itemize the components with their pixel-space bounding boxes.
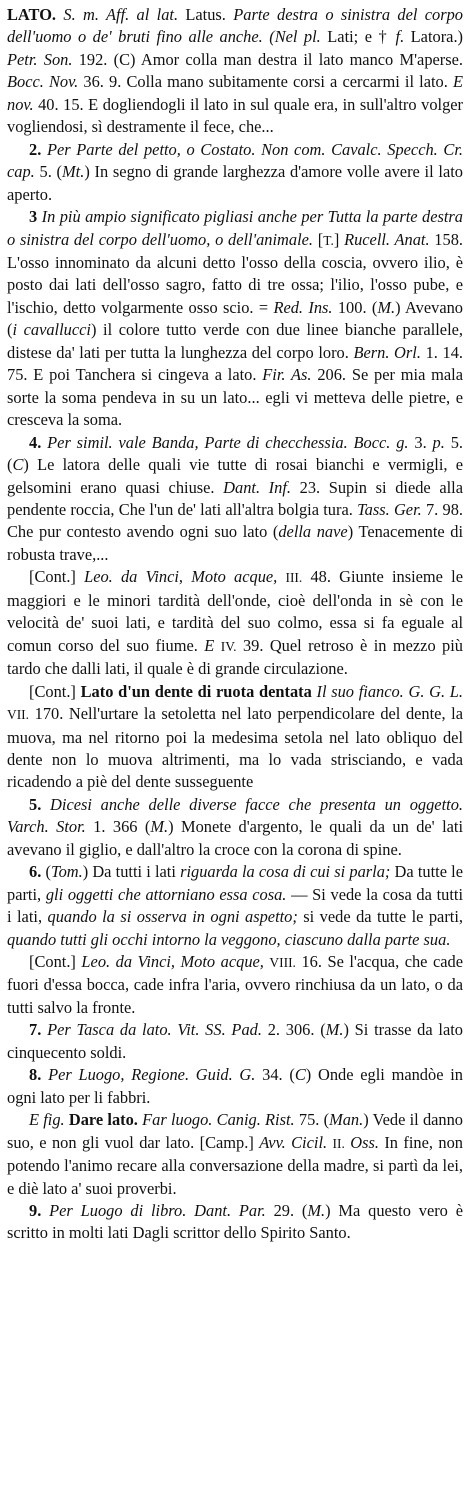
italic-text: Leo. da Vinci, Moto acque, (81, 952, 264, 972)
text-run: ) Tenacemente di robusta trave,... (7, 522, 464, 564)
bold-text: 9. (29, 1201, 42, 1221)
text-run: ) Le latora delle quali vie tutte di rosai bianchi e vermigli, e gelsomini erano quasi chiuse. (7, 455, 463, 497)
text-run: 7. 98. Che pur contesto avendo ogni suo lato ( (7, 499, 463, 542)
text-run: ) Vede il danno suo, e non gli vuol dar lato. [Camp.] (7, 1110, 464, 1152)
italic-text: Avv. Cicil. (259, 1132, 328, 1152)
entry-paragraph-s8 (7, 1064, 463, 1109)
text-run: 5. ( (7, 432, 463, 475)
italic-text: Bocc. Nov. (7, 72, 79, 92)
italic-text: Far luogo. Canig. Rist. (142, 1110, 295, 1130)
entry-paragraph-s7 (7, 1019, 463, 1064)
entry-paragraph-s2 (7, 139, 463, 206)
entry-paragraph-s5 (7, 794, 463, 861)
text-run: Da tutte le parti, (7, 862, 463, 904)
text-run: 48. Giunte insieme le maggiori e le minori tardità dell'onde, cioè dell'onda in sè con le velocità de' suoi lati, e tardità del suo colmo, essa si fa eguale al comun corso del suo fiume. (7, 567, 463, 655)
bold-text: 7. (29, 1020, 42, 1040)
text-run: 75. ( (294, 1110, 330, 1130)
text-run: — Si vede la cosa da tutti i lati, (7, 884, 463, 927)
italic-text: della nave (278, 522, 348, 542)
italic-text: Bern. Orl. (353, 342, 421, 362)
text-run: 206. Se per mia mala sorte la soma pendeva in su un lato... egli vi metteva delle pietre, e cresceva la soma. (7, 365, 464, 430)
text-run: 1. 14. 75. E poi Tanchera si cingeva a lato. (7, 342, 463, 385)
italic-text: Dicesi anche delle diverse facce che presenta un oggetto. Varch. Stor. (7, 794, 463, 837)
small-caps-text: III. (285, 570, 303, 586)
text-run: ) Onde egli mandòe in ogni lato per li fabbri. (7, 1065, 463, 1107)
italic-text: Il suo fianco. G. G. L. (316, 681, 463, 701)
text-run: [Cont.] (29, 681, 81, 701)
text-run: 36. 9. Colla mano subitamente corsi a cercarmi il lato. (78, 72, 453, 92)
italic-text: Per Luogo di libro. Dant. Par. (49, 1201, 266, 1221)
italic-text: i cavallucci (12, 320, 91, 340)
italic-text: f. (395, 27, 405, 47)
entry-paragraph-c3 (7, 951, 463, 1019)
italic-text: Tass. Ger. (357, 499, 422, 519)
text-run: ) Monete d'argento, le quali da un de' lati avevano il giglio, e dall'altro la croce con la corona di spine. (7, 817, 463, 859)
italic-text: E (204, 635, 215, 655)
text-run: 29. ( (265, 1201, 308, 1221)
italic-text: In più ampio significato pigliasi anche per Tutta la parte destra o sinistra del corpo dell'uomo, o dell'animale. (7, 207, 463, 249)
italic-text: p. (432, 432, 445, 452)
italic-text: E fig. (29, 1110, 65, 1130)
italic-text: Parte destra o sinistra del corpo dell'uomo o de' bruti fino alle anche. (Nel pl. (7, 5, 463, 47)
bold-text: 8. (29, 1065, 42, 1085)
text-run: ( (41, 862, 51, 882)
text-run: 192. (C) Amor colla man destra il lato manco M'aperse. (72, 49, 463, 69)
small-caps-text: VII. (7, 707, 30, 723)
italic-text: Petr. Son. (7, 49, 73, 69)
small-caps-text: T. (323, 232, 334, 248)
text-run: 100. ( (332, 297, 378, 317)
text-run: 40. 15. E dogliendogli il lato in sul quale era, in sull'altro volger vogliendosi, sì destramente il fece, che... (7, 94, 463, 137)
bold-text: 4. (29, 432, 42, 452)
text-run: 1. 366 ( (85, 817, 151, 837)
italic-text: Man. (329, 1110, 364, 1130)
italic-text: quando la si osserva in ogni aspetto; (47, 907, 298, 927)
entry-paragraph-c2 (7, 681, 463, 794)
text-run (41, 1201, 49, 1220)
italic-text: E nov. (7, 72, 463, 114)
text-run: 170. Nell'urtare la setoletta nel lato perpendicolare del dente, la muova, ma nel ritorno poi la medesima setola nel lato obliquo del dente non lo muova altrimenti, ma lo vada strisciando, e vada ricadendo a piè del dente susseguente (7, 704, 463, 792)
italic-text: M. (150, 817, 169, 837)
italic-text: Per simil. vale Banda, Parte di checchessia. Bocc. g. (47, 432, 409, 452)
italic-text: Per Tasca da lato. Vit. SS. Pad. (47, 1020, 262, 1040)
entry-paragraph-c1 (7, 566, 463, 680)
bold-text: LATO. (7, 5, 57, 24)
small-caps-text: IV. (220, 638, 237, 654)
text-run: ) Avevano ( (7, 297, 463, 340)
text-run: 39. Quel retroso è in mezzo più tardo che dalli lati, il quale è di grande circulazione. (7, 635, 463, 679)
bold-text: 6. (29, 862, 42, 882)
bold-text: 3 (29, 207, 38, 227)
entry-paragraph-s6 (7, 861, 463, 951)
italic-text: Red. Ins. (273, 297, 333, 317)
text-run: 5. ( (34, 162, 63, 182)
dictionary-entry-lato (7, 4, 463, 1245)
italic-text: Rucell. Anat. (344, 229, 430, 249)
text-run: ) Si trasse da lato cinquecento soldi. (7, 1020, 463, 1062)
text-run: Latus. (178, 5, 234, 24)
italic-text: C (12, 455, 24, 475)
text-run: ] (333, 229, 345, 249)
entry-paragraph-s8b (7, 1109, 463, 1200)
italic-text: gli oggetti che attorniano essa cosa. (45, 884, 287, 904)
italic-text: Mt. (62, 162, 85, 182)
entry-paragraph-s9 (7, 1200, 463, 1245)
italic-text: Fir. As. (262, 365, 312, 385)
italic-text: M. (307, 1201, 326, 1221)
bold-text: 5. (29, 794, 42, 814)
bold-text: Dare lato. (68, 1110, 138, 1130)
italic-text: quando tutti gli occhi intorno la veggono, ciascuno dalla parte sua. (7, 929, 451, 949)
text-run: 34. ( (255, 1065, 295, 1085)
italic-text: S. m. Aff. al lat. (63, 5, 179, 24)
text-run: [Cont.] (29, 567, 85, 587)
italic-text: Dant. Inf. (223, 477, 291, 497)
text-run: [Cont.] (29, 952, 82, 972)
italic-text: Per Parte del petto, o Costato. Non com. Cavalc. Specch. Cr. cap. (7, 139, 463, 182)
italic-text: riguarda la cosa di cui si parla; (180, 862, 391, 882)
text-run: ) Da tutti i lati (82, 862, 181, 882)
text-run: si vede da tutte le parti, (297, 907, 463, 927)
text-run: 23. Supin si diede alla pendente roccia, Che l'un de' lati all'altra bolgia tura. (7, 477, 463, 519)
text-run (41, 795, 50, 814)
italic-text: Tom. (50, 862, 83, 882)
bold-text: 2. (29, 139, 42, 159)
text-run: ) Ma questo vero è scritto in molti lati Dagli scrittor dello Spirito Santo. (7, 1201, 463, 1243)
italic-text: Leo. da Vinci, Moto acque, (84, 567, 278, 587)
bold-text: Lato d'un dente di ruota dentata (80, 681, 312, 701)
text-run: 2. 306. ( (261, 1020, 326, 1040)
text-run: Latora.) (404, 27, 463, 47)
entry-paragraph-head (7, 4, 463, 139)
text-run: Lati; e † (320, 27, 396, 47)
text-run: 16. Se l'acqua, che cade fuori d'essa bocca, cade infra l'aria, ovvero rinchiusa da un lato, o da tutti salvo la fronte. (7, 952, 463, 1017)
entry-paragraph-s3 (7, 206, 463, 432)
text-run: 158. L'osso innominato da alcuni detto l'osso della coscia, ovvero ilio, è posto dai lati dell'osso sagro, fatto di tre ossa; l'ilio, l'osso pube, e l'ischio, detto volgarmente osso scio. = (7, 229, 463, 317)
italic-text: Per Luogo, Regione. Guid. G. (48, 1065, 256, 1085)
text-run: 3. (408, 432, 433, 452)
italic-text: M. (325, 1020, 344, 1040)
text-run: ) In segno di grande larghezza d'amore volle avere il lato aperto. (7, 162, 463, 204)
text-run: In fine, non potendo l'animo recare alla conversazione della madre, si partì da lei, e diè lato a' suoi proverbi. (7, 1132, 463, 1198)
italic-text: C (294, 1065, 306, 1085)
text-run: ) il colore tutto verde con due linee bianche parallele, distese da' lati per tutta la lunghezza del corpo loro. (7, 320, 464, 362)
text-run: [ (313, 229, 324, 249)
italic-text: Oss. (350, 1132, 379, 1152)
small-caps-text: II. (332, 1135, 345, 1151)
entry-paragraph-s4 (7, 432, 463, 567)
italic-text: M. (377, 297, 396, 317)
small-caps-text: VIII. (269, 955, 296, 971)
